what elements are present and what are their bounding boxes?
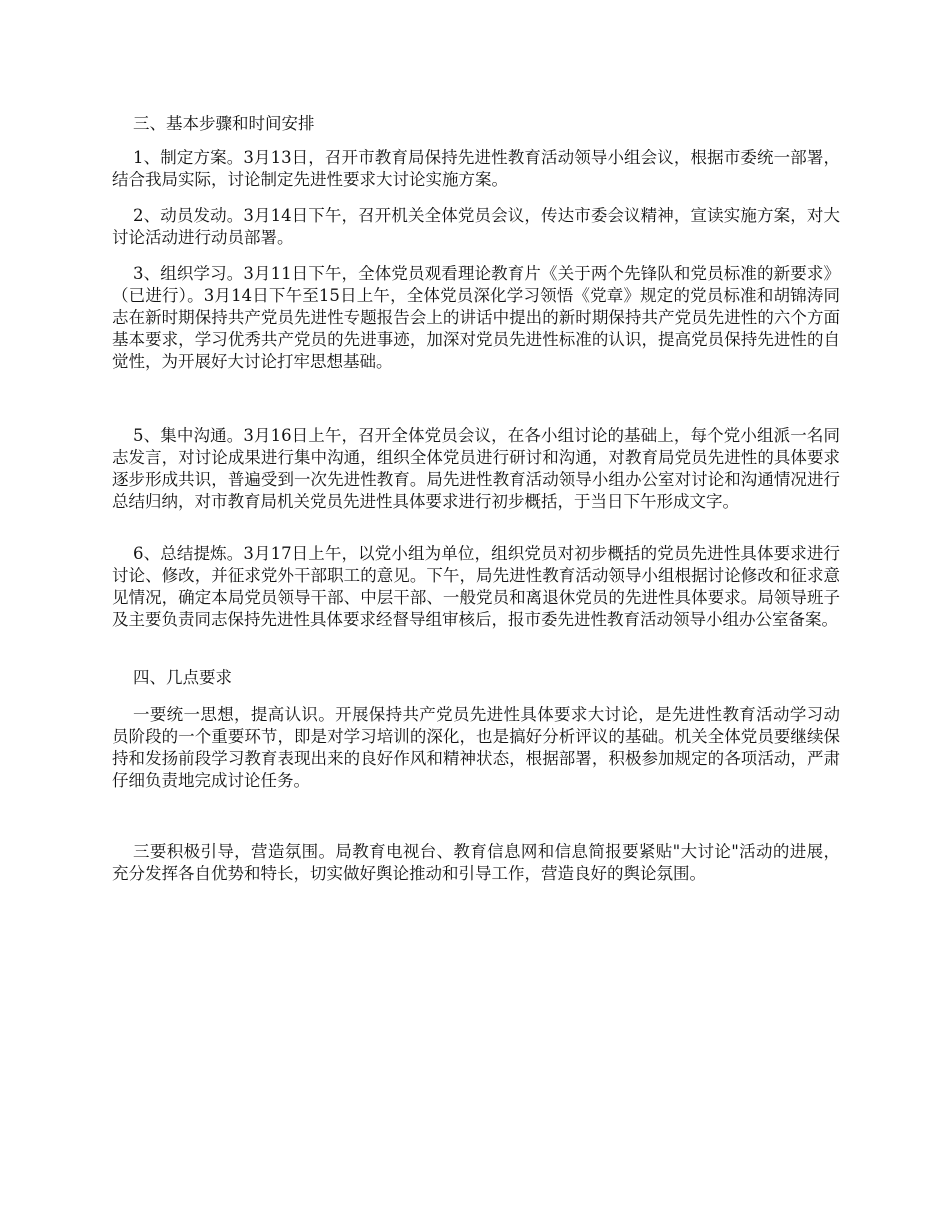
paragraph-step-1: 1、制定方案。3月13日，召开市教育局保持先进性教育活动领导小组会议，根据市委统一部署，结合我局实际，讨论制定先进性要求大讨论实施方案。 — [112, 148, 840, 189]
paragraph-step-6: 6、总结提炼。3月17日上午，以党小组为单位，组织党员对初步概括的党员先进性具体要求进行讨论、修改，并征求党外干部职工的意见。下午，局先进性教育活动领导小组根据讨论修改和征求意见情况，确定本局党员领导干部、中层干部、一般党员和离退休党员的先进性具体要求。局领导班子及主要负责同志保持先进性具体要求经督导组审核后，报市委先进性教育活动领导小组办公室备案。 — [112, 544, 840, 629]
section-heading-steps: 三、基本步骤和时间安排 — [133, 114, 315, 133]
paragraph-step-2: 2、动员发动。3月14日下午，召开机关全体党员会议，传达市委会议精神，宣读实施方案，对大讨论活动进行动员部署。 — [112, 206, 840, 247]
paragraph-requirement-1: 一要统一思想，提高认识。开展保持共产党员先进性具体要求大讨论，是先进性教育活动学习动员阶段的一个重要环节，即是对学习培训的深化，也是搞好分析评议的基础。机关全体党员要继续保持和发扬前段学习教育表现出来的良好作风和精神状态，根据部署，积极参加规定的各项活动，严肃仔细负责地完成讨论任务。 — [112, 705, 840, 790]
paragraph-requirement-3: 三要积极引导，营造氛围。局教育电视台、教育信息网和信息简报要紧贴"大讨论"活动的进展，充分发挥各自优势和特长，切实做好舆论推动和引导工作，营造良好的舆论氛围。 — [112, 842, 840, 883]
paragraph-step-5: 5、集中沟通。3月16日上午，召开全体党员会议，在各小组讨论的基础上，每个党小组派一名同志发言，对讨论成果进行集中沟通，组织全体党员进行研讨和沟通，对教育局党员先进性的具体要求逐步形成共识，普遍受到一次先进性教育。局先进性教育活动领导小组办公室对讨论和沟通情况进行总结归纳，对市教育局机关党员先进性具体要求进行初步概括，于当日下午形成文字。 — [112, 426, 840, 511]
paragraph-step-3: 3、组织学习。3月11日下午，全体党员观看理论教育片《关于两个先锋队和党员标准的新要求》（已进行）。3月14日下午至15日上午，全体党员深化学习领悟《党章》规定的党员标准和胡锦涛同志在新时期保持共产党员先进性专题报告会上的讲话中提出的新时期保持共产党员先进性的六个方面基本要求，学习优秀共产党员的先进事迹，加深对党员先进性标准的认识，提高党员保持先进性的自觉性，为开展好大讨论打牢思想基础。 — [112, 264, 840, 371]
section-heading-requirements: 四、几点要求 — [133, 668, 232, 687]
